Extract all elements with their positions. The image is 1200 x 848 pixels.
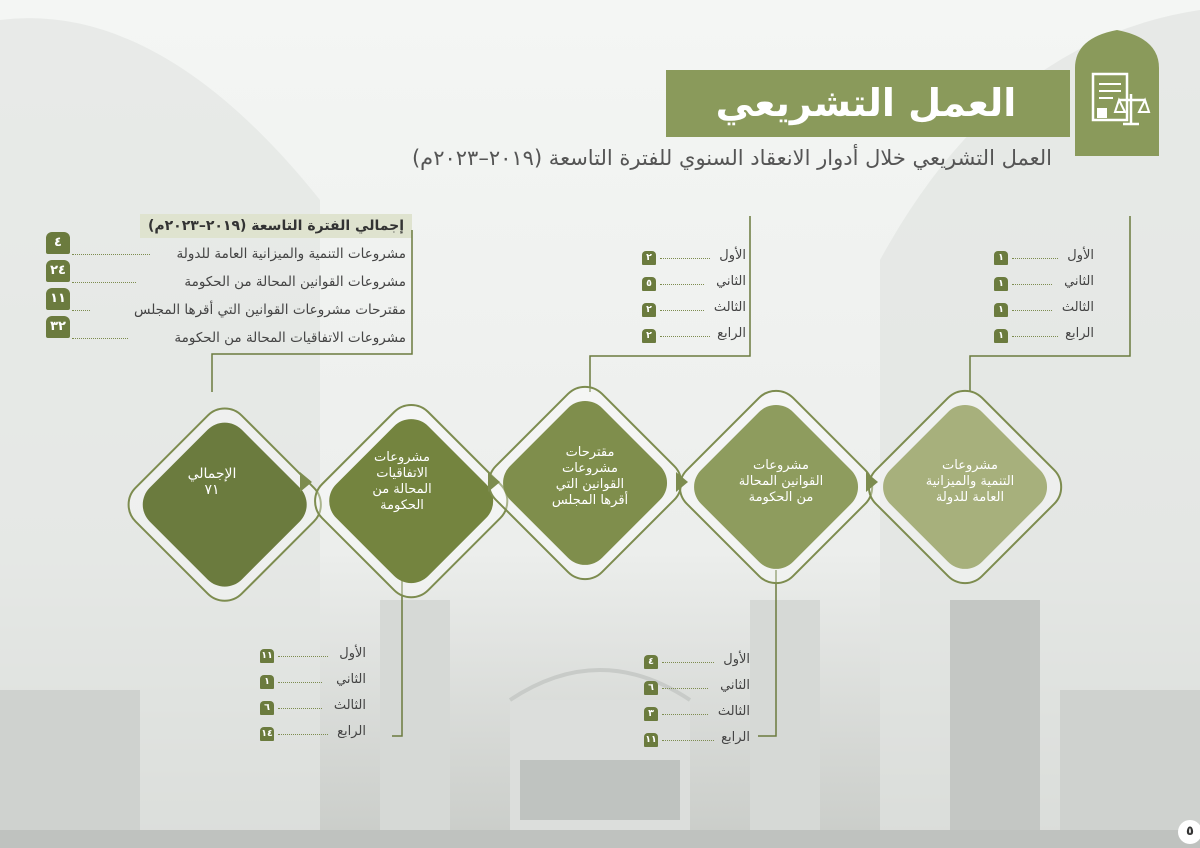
- term-label: الثالث: [713, 300, 746, 315]
- dotted-leader: [662, 740, 714, 741]
- dotted-leader: [660, 258, 710, 259]
- term-value-badge: ٤: [644, 655, 658, 669]
- dotted-leader: [278, 656, 328, 657]
- summary-row-label: مشروعات التنمية والميزانية العامة للدولة: [176, 246, 406, 262]
- dotted-leader: [278, 734, 328, 735]
- term-value-badge: ١: [994, 251, 1008, 265]
- dotted-leader: [660, 336, 710, 337]
- summary-row-label: مشروعات القوانين المحالة من الحكومة: [184, 274, 406, 290]
- node-total-value: ٧١: [204, 482, 220, 498]
- node-total-label: الإجمالي: [187, 466, 237, 482]
- dotted-leader: [660, 310, 704, 311]
- term-label: الثاني: [336, 672, 366, 687]
- node-gov-laws-label: مشروعات القوانين المحالة من الحكومة: [738, 458, 824, 505]
- node-proposals-label: مقترحات مشروعات القوانين التي أقرها المجلس: [551, 445, 629, 508]
- dotted-leader: [662, 688, 708, 689]
- dotted-leader: [278, 708, 322, 709]
- term-value-badge: ١١: [261, 650, 273, 661]
- dotted-leader: [660, 284, 704, 285]
- term-label: الثاني: [716, 274, 746, 289]
- term-label: الأول: [1067, 248, 1094, 263]
- term-value-badge: ٢: [642, 329, 656, 343]
- term-label: الثالث: [1061, 300, 1094, 315]
- term-value-badge: ١١: [645, 734, 657, 745]
- dotted-leader: [278, 682, 322, 683]
- dotted-leader: [1012, 310, 1052, 311]
- summary-row-label: مشروعات الاتفاقيات المحالة من الحكومة: [174, 330, 406, 346]
- summary-header: إجمالي الفترة التاسعة (٢٠١٩–٢٠٢٣م): [140, 214, 412, 238]
- node-budget-label: مشروعات التنمية والميزانية العامة للدولة: [925, 458, 1015, 505]
- summary-value-badge: ٤: [46, 232, 70, 254]
- term-label: الأول: [339, 646, 366, 661]
- term-value-badge: ٦: [644, 681, 658, 695]
- term-value-badge: ٢: [642, 303, 656, 317]
- dotted-leader: [1012, 258, 1058, 259]
- node-agreements-label: مشروعات الاتفاقيات المحالة من الحكومة: [372, 450, 432, 513]
- term-label: الثالث: [333, 698, 366, 713]
- term-label: الأول: [719, 248, 746, 263]
- node-total-text: [162, 452, 262, 512]
- summary-value-badge: ٢٤: [46, 260, 70, 282]
- term-label: الرابع: [337, 724, 366, 739]
- term-label: الرابع: [717, 326, 746, 341]
- summary-value-badge: ١١: [46, 288, 70, 310]
- dotted-leader: [662, 714, 708, 715]
- term-value-badge: ٦: [260, 701, 274, 715]
- dotted-leader: [1012, 336, 1058, 337]
- term-value-badge: ١: [994, 303, 1008, 317]
- dotted-leader: [662, 662, 714, 663]
- summary-value-badge: ٣٢: [46, 316, 70, 338]
- term-value-badge: ١: [260, 675, 274, 689]
- subtitle: العمل التشريعي خلال أدوار الانعقاد السنوي للفترة التاسعة (٢٠١٩–٢٠٢٣م): [411, 146, 1052, 170]
- term-label: الثالث: [717, 704, 750, 719]
- term-label: الثاني: [720, 678, 750, 693]
- page-number: ٥: [1178, 820, 1200, 844]
- term-value-badge: ٢: [642, 251, 656, 265]
- term-value-badge: ٣: [644, 707, 658, 721]
- term-value-badge: ١: [994, 277, 1008, 291]
- term-value-badge: ١٤: [261, 728, 273, 739]
- summary-row-label: مقترحات مشروعات القوانين التي أقرها المجلس: [134, 302, 406, 318]
- dotted-leader: [1012, 284, 1052, 285]
- term-label: الرابع: [721, 730, 750, 745]
- term-label: الأول: [723, 652, 750, 667]
- term-label: الثاني: [1064, 274, 1094, 289]
- page-title: العمل التشريعي: [715, 81, 1017, 125]
- term-label: الرابع: [1065, 326, 1094, 341]
- term-value-badge: ٥: [642, 277, 656, 291]
- term-value-badge: ١: [994, 329, 1008, 343]
